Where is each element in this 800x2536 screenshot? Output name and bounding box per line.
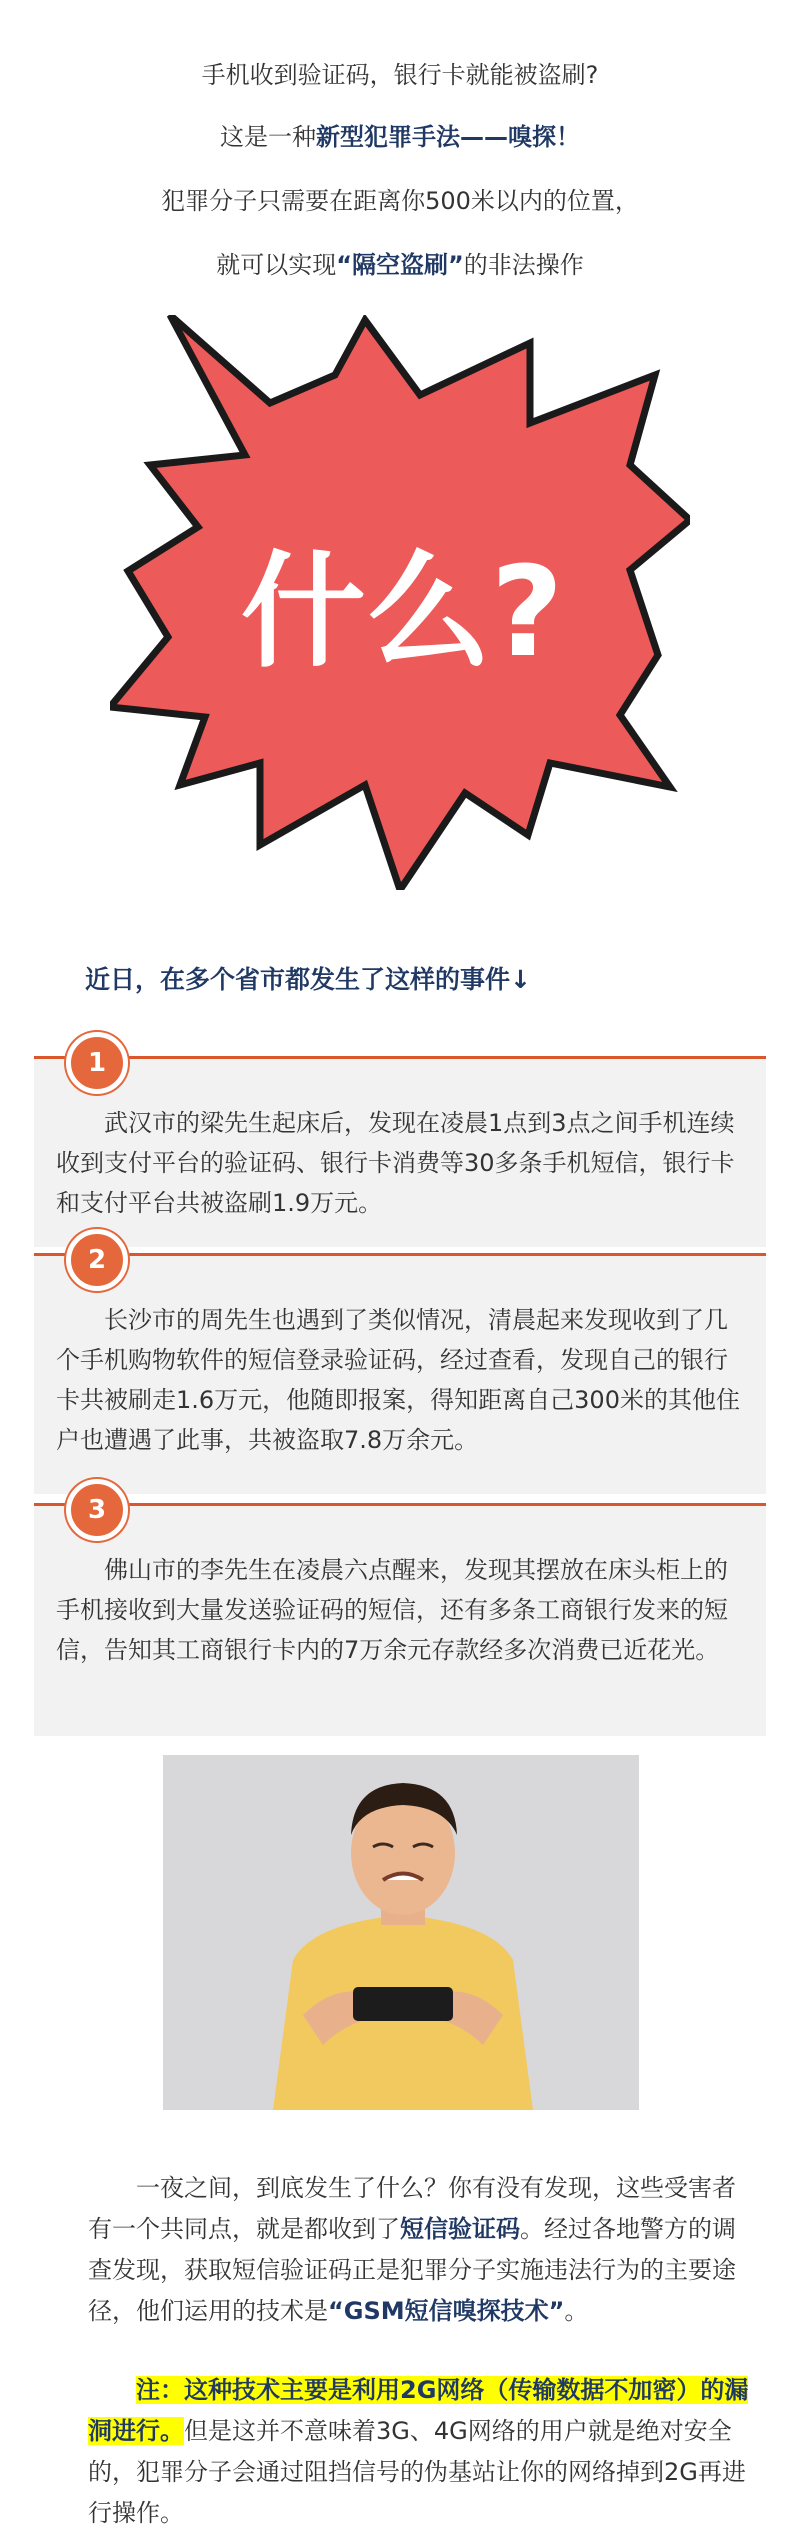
case-card-1 bbox=[34, 1048, 766, 1247]
intro-line-3: 犯罪分子只需要在距离你500米以内的位置， bbox=[161, 187, 639, 215]
explanation-text-3: 。 bbox=[564, 2297, 589, 2325]
note-paragraph bbox=[88, 2370, 758, 2534]
case-card-3 bbox=[34, 1495, 766, 1736]
gsm-technique-emphasis: “GSM短信嗅探技术” bbox=[328, 2297, 565, 2325]
case-number-badge: 1 bbox=[66, 1032, 128, 1094]
case-text: 武汉市的梁先生起床后，发现在凌晨1点到3点之间手机连续收到支付平台的验证码、银行卡消费等30多条手机短信，银行卡和支付平台共被盗刷1.9万元。 bbox=[56, 1109, 735, 1217]
intro-line-4-suffix: 的非法操作 bbox=[463, 251, 584, 279]
intro-line-2-emphasis: 新型犯罪手法——嗅探！ bbox=[316, 123, 580, 151]
events-heading: 近日，在多个省市都发生了这样的事件↓ bbox=[85, 965, 531, 994]
intro-line-2 bbox=[0, 120, 800, 154]
man-with-phone-photo bbox=[163, 1755, 639, 2110]
intro-line-4-emphasis: “隔空盗刷” bbox=[336, 251, 464, 279]
intro-line-4-text: 就可以实现 bbox=[216, 251, 337, 279]
note-highlight: 注：这种技术主要是利用2G网络（传输数据不加密）的漏洞进行。 bbox=[88, 2376, 749, 2445]
sms-code-emphasis: 短信验证码 bbox=[400, 2215, 520, 2243]
case-card-2 bbox=[34, 1245, 766, 1494]
case-number-badge: 3 bbox=[66, 1479, 128, 1541]
explanation-text-1: 一夜之间，到底发生了什么？你有没有发现，这些受害者有一个共同点，就是都收到了 bbox=[88, 2174, 736, 2243]
case-text: 长沙市的周先生也遇到了类似情况，清晨起来发现收到了几个手机购物软件的短信登录验证码，经过查看，发现自己的银行卡共被刷走1.6万元，他随即报案，得知距离自己300米的其他住户也遭遇了此事，共被盗取7.8万余元。 bbox=[56, 1306, 740, 1454]
explosion-graphic bbox=[110, 315, 690, 890]
case-number-badge: 2 bbox=[66, 1229, 128, 1291]
intro-line-1: 手机收到验证码，银行卡就能被盗刷? bbox=[201, 61, 599, 89]
note-text: 但是这并不意味着3G、4G网络的用户就是绝对安全的，犯罪分子会通过阻挡信号的伪基站让你的网络掉到2G再进行操作。 bbox=[88, 2417, 746, 2527]
intro-line-2-text: 这是一种 bbox=[220, 123, 316, 151]
intro-line-4 bbox=[0, 248, 800, 282]
explanation-paragraph bbox=[88, 2168, 758, 2332]
photo-illustration bbox=[163, 1755, 639, 2110]
explosion-text: 什么? bbox=[240, 540, 564, 685]
explanation-text-2: 。经过各地警方的调查发现，获取短信验证码正是犯罪分子实施违法行为的主要途径，他们运用的技术是 bbox=[88, 2215, 736, 2325]
case-text: 佛山市的李先生在凌晨六点醒来，发现其摆放在床头柜上的手机接收到大量发送验证码的短信，还有多条工商银行发来的短信，告知其工商银行卡内的7万余元存款经多次消费已近花光。 bbox=[56, 1556, 728, 1664]
